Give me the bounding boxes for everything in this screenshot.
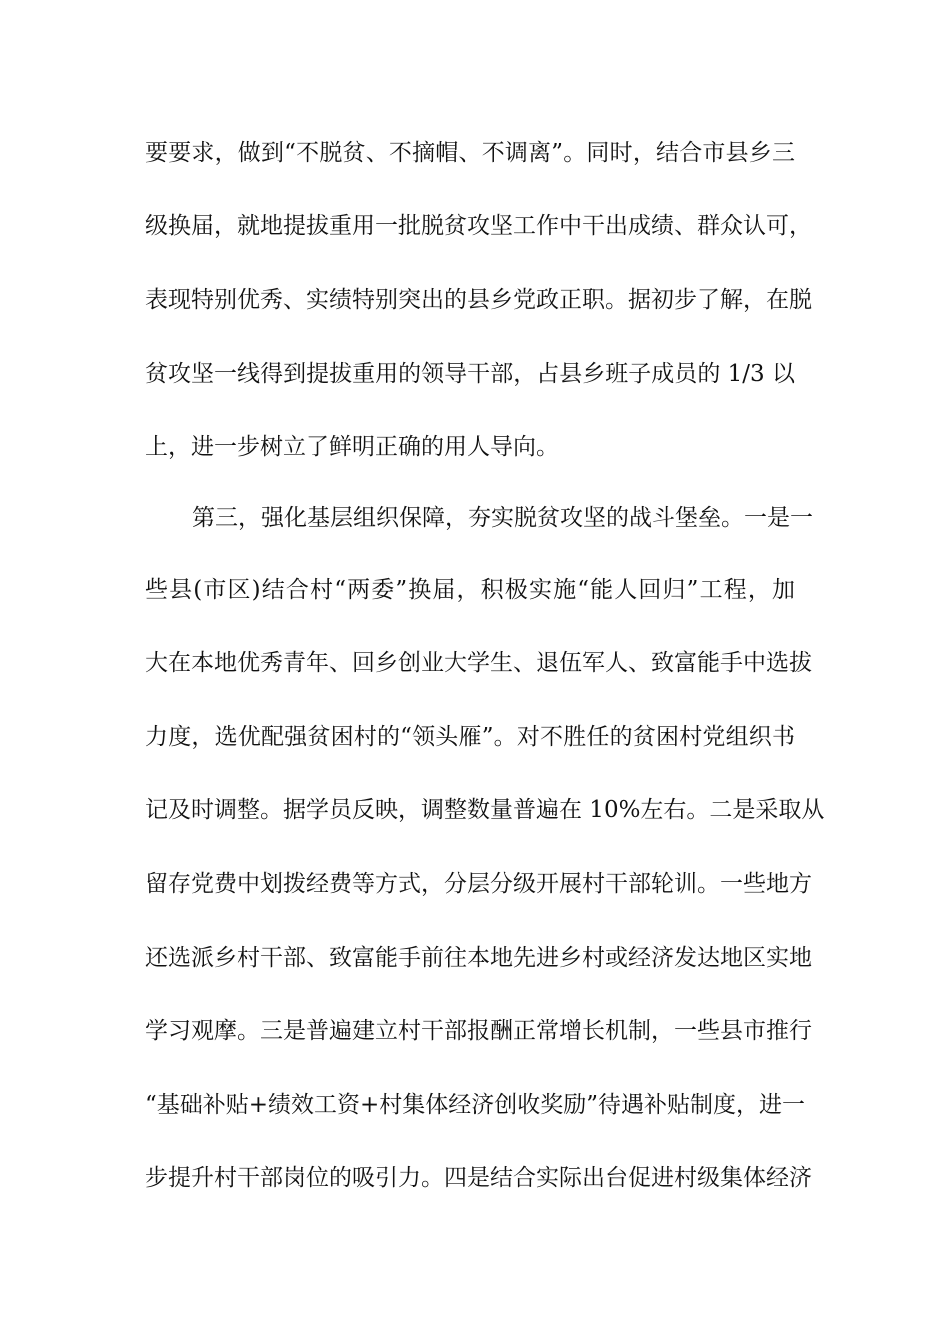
text-line: 记及时调整。据学员反映，调整数量普遍在 10%左右。二是采取从 — [145, 797, 825, 823]
text-line: “基础补贴+绩效工资+村集体经济创收奖励”待遇补贴制度，进一 — [145, 1092, 806, 1118]
text-line: 还选派乡村干部、致富能手前往本地先进乡村或经济发达地区实地 — [145, 945, 812, 971]
text-line: 级换届，就地提拔重用一批脱贫攻坚工作中干出成绩、群众认可， — [145, 213, 812, 239]
text-line: 表现特别优秀、实绩特别突出的县乡党政正职。据初步了解，在脱 — [145, 287, 812, 313]
text-line: 贫攻坚一线得到提拔重用的领导干部，占县乡班子成员的 1/3 以 — [145, 361, 795, 387]
paragraph-start-line: 第三，强化基层组织保障，夯实脱贫攻坚的战斗堡垒。一是一 — [192, 505, 813, 531]
text-line: 步提升村干部岗位的吸引力。四是结合实际出台促进村级集体经济 — [145, 1165, 812, 1191]
text-line: 大在本地优秀青年、回乡创业大学生、退伍军人、致富能手中选拔 — [145, 650, 812, 676]
text-line: 留存党费中划拨经费等方式，分层分级开展村干部轮训。一些地方 — [145, 871, 812, 897]
text-line: 些县(市区)结合村“两委”换届，积极实施“能人回归”工程，加 — [145, 577, 795, 603]
text-line: 要要求，做到“不脱贫、不摘帽、不调离”。同时，结合市县乡三 — [145, 140, 795, 166]
text-line: 学习观摩。三是普遍建立村干部报酬正常增长机制，一些县市推行 — [145, 1018, 812, 1044]
text-line: 上，进一步树立了鲜明正确的用人导向。 — [145, 434, 559, 460]
text-line: 力度，选优配强贫困村的“领头雁”。对不胜任的贫困村党组织书 — [145, 724, 795, 750]
